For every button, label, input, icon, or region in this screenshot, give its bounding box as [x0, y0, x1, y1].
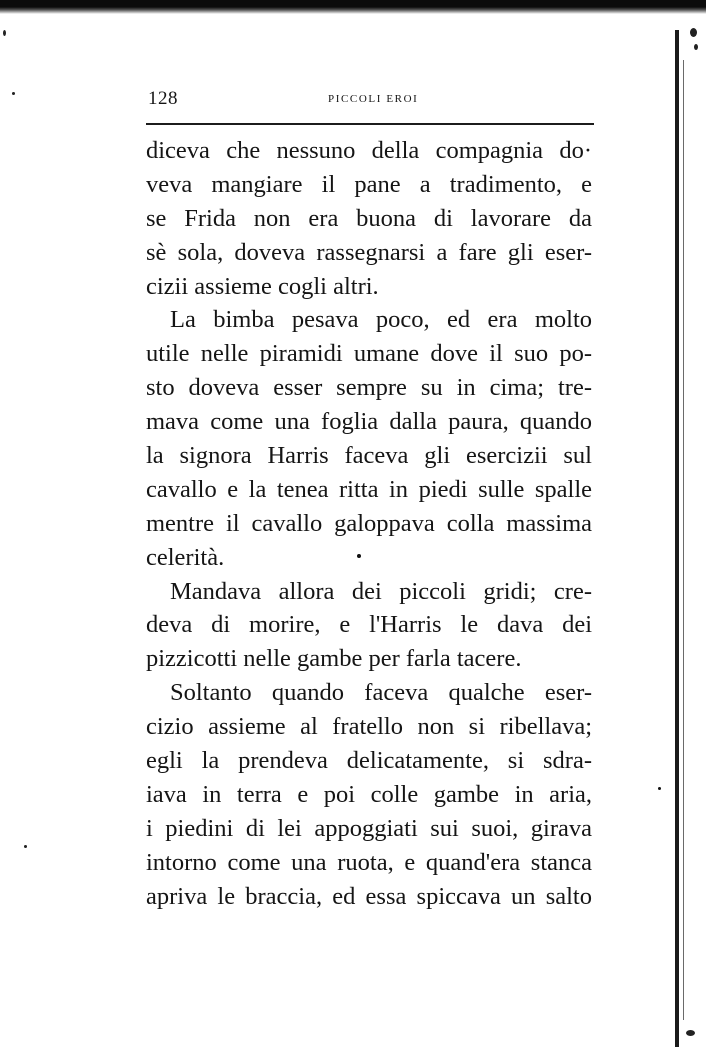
text-line: utile nelle piramidi umane dove il suo po-	[146, 340, 592, 368]
running-title: PICCOLI EROI	[328, 93, 419, 105]
text-line: diceva che nessuno della compagnia do·	[146, 137, 592, 164]
page-edge-line	[683, 60, 684, 1020]
text-line: i piedini di lei appoggiati sui suoi, girava	[146, 814, 592, 842]
page-header	[148, 88, 594, 110]
header-rule	[146, 123, 594, 125]
text-line: sto doveva esser sempre su in cima; tre-	[146, 374, 592, 402]
page-number: 128	[148, 88, 178, 109]
text-line: celerità.	[146, 543, 225, 571]
text-line: apriva le braccia, ed essa spiccava un salto	[146, 882, 592, 910]
text-line: egli la prendeva delicatamente, si sdra-	[146, 747, 592, 775]
scan-speck	[686, 1030, 695, 1036]
text-line: Soltanto quando faceva qualche eser-	[170, 679, 592, 707]
text-line: se Frida non era buona di lavorare da	[146, 204, 592, 232]
text-line: Mandava allora dei piccoli gridi; cre-	[170, 577, 592, 605]
scan-speck	[694, 44, 698, 50]
text-line: intorno come una ruota, e quand'era stanca	[146, 848, 592, 876]
text-line: La bimba pesava poco, ed era molto	[170, 306, 592, 334]
text-line: pizzicotti nelle gambe per farla tacere.	[146, 645, 522, 673]
scan-top-edge	[0, 0, 706, 14]
text-line: mava come una foglia dalla paura, quando	[146, 408, 592, 436]
text-line: sè sola, doveva rassegnarsi a fare gli eser-	[146, 238, 592, 266]
page-body	[146, 134, 592, 913]
text-line: veva mangiare il pane a tradimento, e	[146, 170, 592, 198]
scan-speck	[24, 845, 27, 848]
page-edge-shadow	[675, 30, 679, 1047]
text-line: iava in terra e poi colle gambe in aria,	[146, 780, 592, 808]
text-line: cizio assieme al fratello non si ribellava;	[146, 713, 592, 741]
text-line: la signora Harris faceva gli esercizii sul	[146, 442, 592, 470]
scan-speck	[690, 28, 697, 37]
ink-speck	[658, 787, 661, 790]
scan-speck	[12, 92, 15, 95]
text-line: cizii assieme cogli altri.	[146, 272, 379, 300]
scan-speck	[3, 30, 6, 36]
text-line: mentre il cavallo galoppava colla massima	[146, 509, 592, 537]
text-line: cavallo e la tenea ritta in piedi sulle spalle	[146, 475, 592, 503]
text-line: deva di morire, e l'Harris le dava dei	[146, 611, 592, 639]
